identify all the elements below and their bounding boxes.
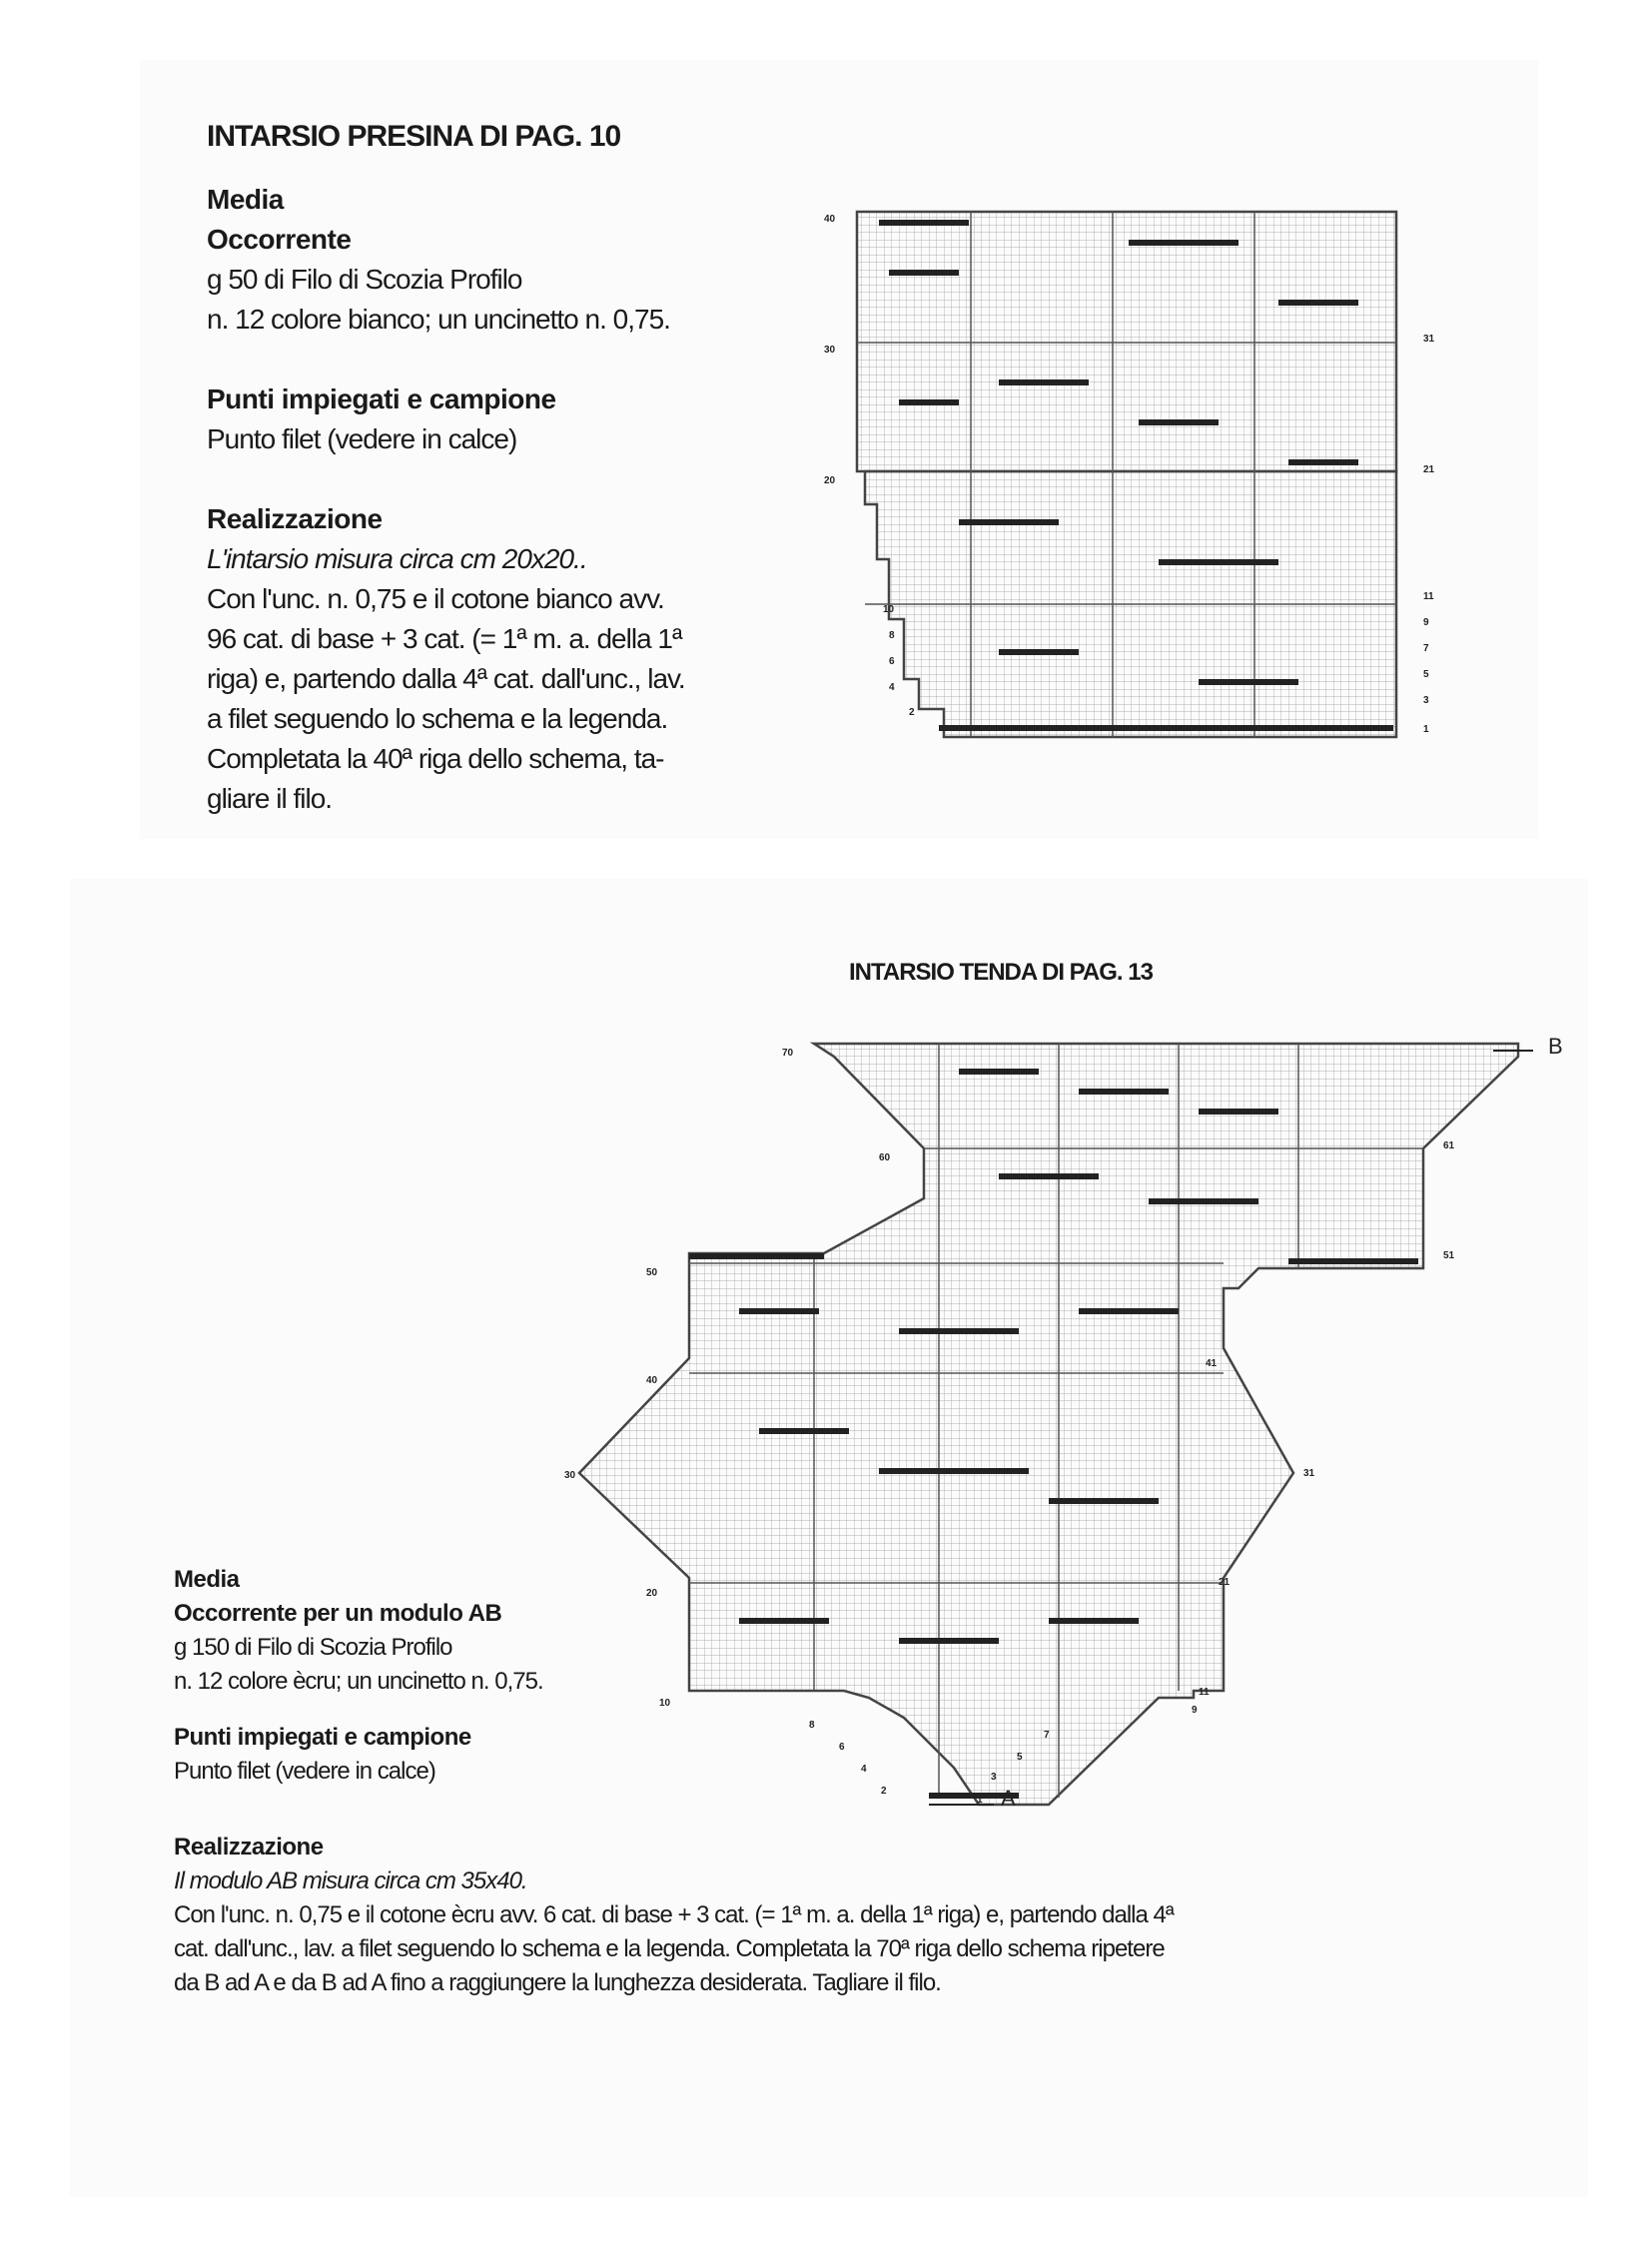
section1-method-heading: Realizzazione (207, 503, 383, 534)
tenda-label-left: 30 (564, 1470, 576, 1481)
tenda-label-left: 4 (861, 1764, 867, 1775)
tenda-chart (564, 1034, 1563, 1811)
section2-method-line: cat. dall'unc., lav. a filet seguendo lo schema e la legenda. Completata la 70ª riga dello schema ripetere (174, 1935, 1165, 1962)
presina-label-left: 10 (883, 604, 895, 615)
marker-a-label: A (1001, 1786, 1016, 1811)
section1-stitches-text: Punto filet (vedere in calce) (207, 423, 517, 454)
presina-label-right: 31 (1423, 334, 1435, 345)
section1-materials-line1: g 50 di Filo di Scozia Profilo (207, 264, 522, 295)
section1-method-size: L'intarsio misura circa cm 20x20.. (207, 543, 587, 574)
section2-level: Media (174, 1566, 240, 1593)
marker-b-label: B (1548, 1034, 1563, 1059)
tenda-label-right: 5 (1017, 1752, 1023, 1763)
presina-label-right: 1 (1423, 724, 1429, 735)
tenda-label-left: 2 (881, 1786, 887, 1797)
section1-stitches-heading: Punti impiegati e campione (207, 383, 556, 414)
section1-method-line: Completata la 40ª riga dello schema, ta- (207, 743, 664, 774)
presina-label-left: 6 (889, 656, 895, 667)
section2-materials-line2: n. 12 colore ècru; un uncinetto n. 0,75. (174, 1668, 543, 1695)
tenda-label-right: 31 (1303, 1468, 1315, 1479)
presina-label-right: 9 (1423, 617, 1429, 628)
section1-method-line: a filet seguendo lo schema e la legenda. (207, 703, 668, 734)
tenda-label-right: 21 (1219, 1577, 1231, 1588)
section2-stitches-heading: Punti impiegati e campione (174, 1724, 471, 1751)
tenda-label-right: 3 (991, 1772, 997, 1783)
section1-materials-line2: n. 12 colore bianco; un uncinetto n. 0,75. (207, 304, 670, 335)
section2-method-heading: Realizzazione (174, 1834, 324, 1861)
section1-title: INTARSIO PRESINA DI PAG. 10 (207, 120, 621, 153)
presina-label-right: 3 (1423, 695, 1429, 706)
tenda-label-right: 11 (1199, 1687, 1210, 1698)
presina-label-right: 21 (1423, 464, 1435, 475)
section1-method-line: Con l'unc. n. 0,75 e il cotone bianco avv. (207, 583, 664, 614)
section1-method-line: riga) e, partendo dalla 4ª cat. dall'unc., lav. (207, 663, 685, 694)
presina-chart (824, 212, 1435, 737)
section1-method-line: 96 cat. di base + 3 cat. (= 1ª m. a. della 1ª (207, 623, 682, 654)
section2-materials-heading: Occorrente per un modulo AB (174, 1600, 502, 1627)
tenda-label-right: 1 (977, 1795, 983, 1806)
section2-stitches-text: Punto filet (vedere in calce) (174, 1758, 435, 1785)
section1-materials-heading: Occorrente (207, 224, 352, 255)
section1-method-line: gliare il filo. (207, 783, 333, 814)
section2-method-size: Il modulo AB misura circa cm 35x40. (174, 1868, 527, 1894)
section2-method-line: Con l'unc. n. 0,75 e il cotone ècru avv. 6 cat. di base + 3 cat. (= 1ª m. a. della 1ª riga) e, partendo dalla 4ª (174, 1901, 1174, 1928)
section2-method-line: da B ad A e da B ad A fino a raggiungere la lunghezza desiderata. Tagliare il filo. (174, 1969, 941, 1996)
tenda-label-right: 51 (1443, 1250, 1455, 1261)
presina-label-left: 30 (824, 345, 836, 356)
presina-label-left: 4 (889, 682, 895, 693)
tenda-label-right: 61 (1443, 1140, 1455, 1151)
tenda-label-left: 10 (659, 1698, 671, 1709)
presina-label-left: 2 (909, 707, 915, 718)
presina-label-right: 11 (1423, 591, 1434, 602)
tenda-chart-body (579, 1044, 1518, 1805)
tenda-label-left: 70 (782, 1048, 794, 1059)
section1-level: Media (207, 184, 284, 215)
presina-label-left: 20 (824, 475, 836, 486)
tenda-label-left: 50 (646, 1267, 658, 1278)
presina-label-right: 7 (1423, 643, 1429, 654)
tenda-label-right: 9 (1192, 1705, 1198, 1716)
presina-label-left: 40 (824, 214, 836, 225)
tenda-label-left: 60 (879, 1152, 891, 1163)
section2-title: INTARSIO TENDA DI PAG. 13 (849, 959, 1153, 986)
presina-chart-upper (857, 212, 1396, 471)
tenda-label-right: 41 (1206, 1358, 1218, 1369)
tenda-label-left: 8 (809, 1720, 815, 1731)
tenda-label-left: 20 (646, 1588, 658, 1599)
tenda-label-left: 6 (839, 1742, 845, 1753)
presina-label-right: 5 (1423, 669, 1429, 680)
section2-materials-line1: g 150 di Filo di Scozia Profilo (174, 1634, 452, 1661)
tenda-label-left: 40 (646, 1375, 658, 1386)
presina-label-left: 8 (889, 630, 895, 641)
tenda-label-right: 7 (1044, 1730, 1050, 1741)
